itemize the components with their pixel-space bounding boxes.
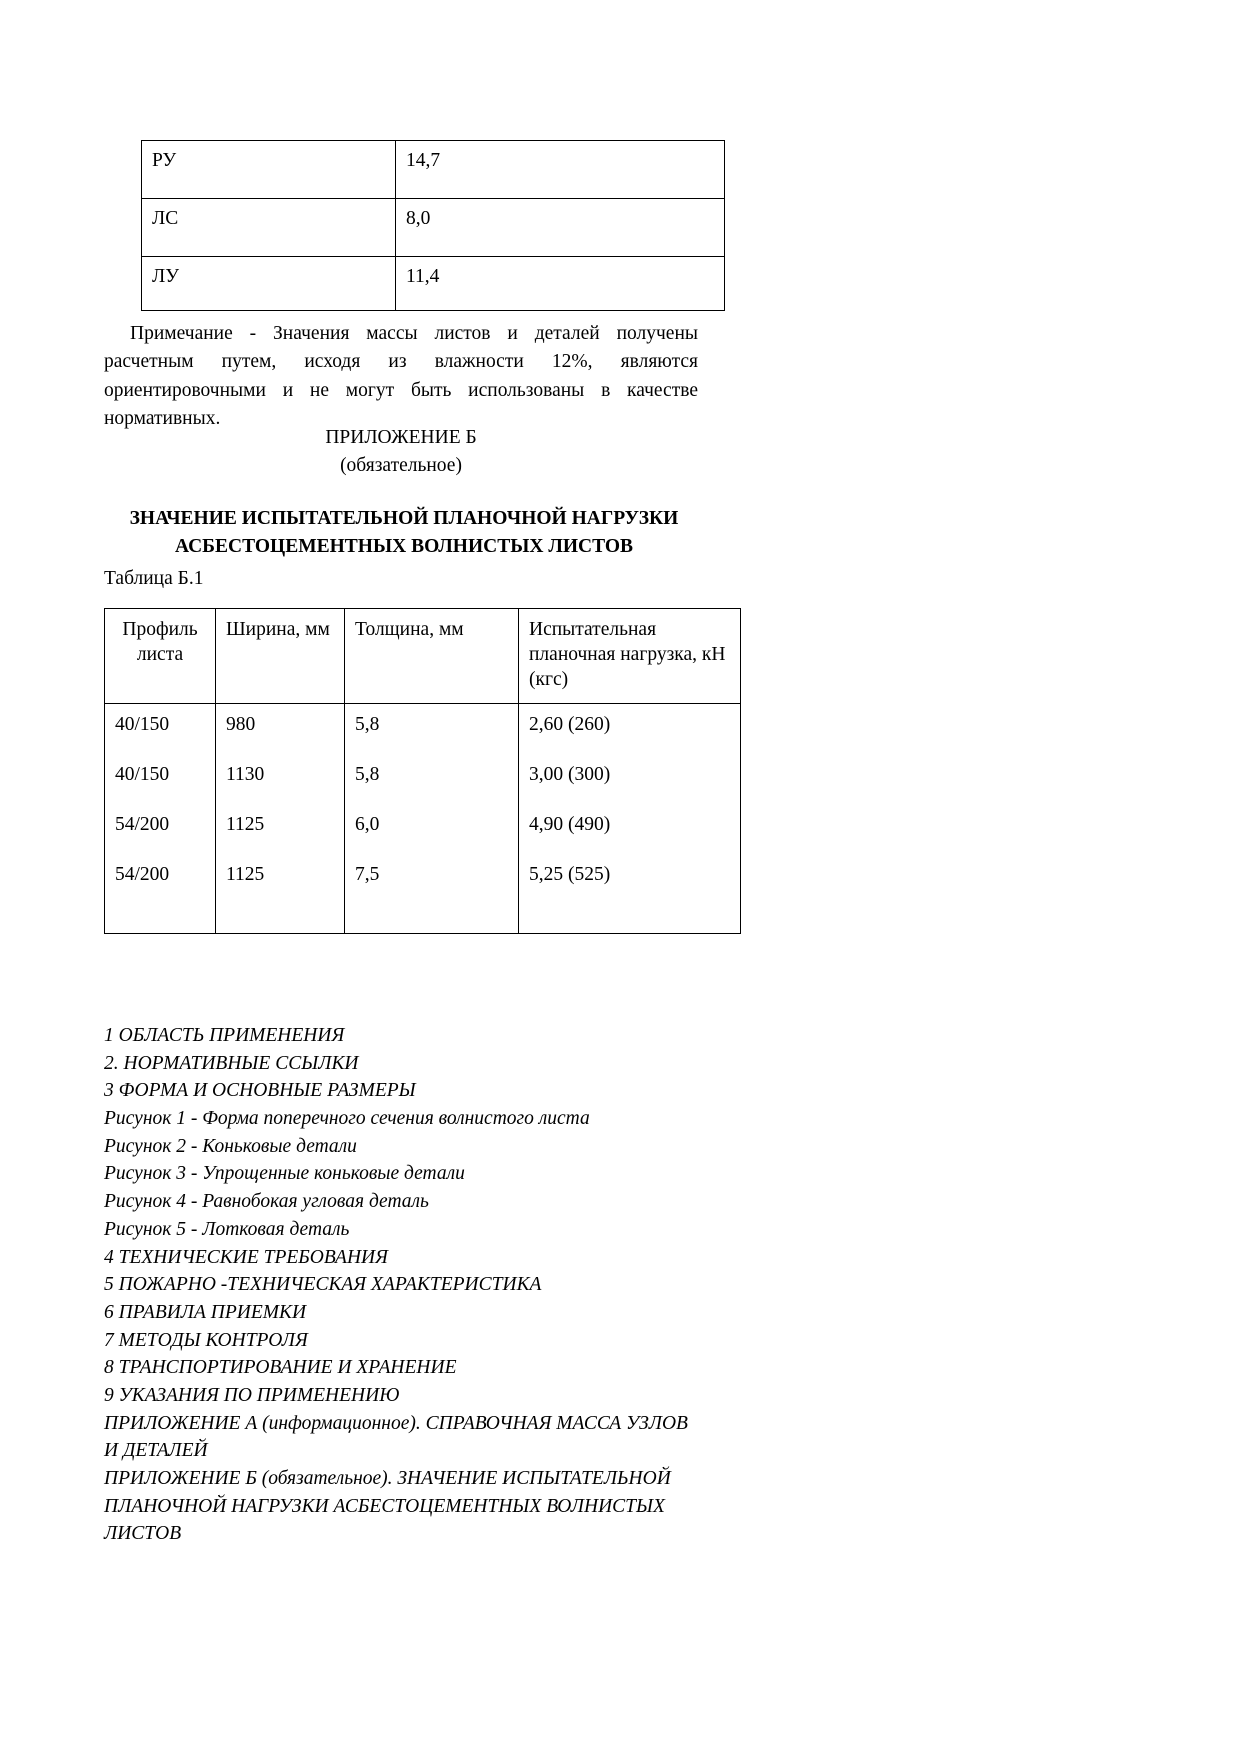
annex-heading-line-1: ЗНАЧЕНИЕ ИСПЫТАТЕЛЬНОЙ ПЛАНОЧНОЙ НАГРУЗКИ — [129, 508, 679, 529]
table-row — [105, 854, 741, 934]
cell-width: 1125 — [216, 854, 345, 934]
contents-entry: 5 ПОЖАРНО -ТЕХНИЧЕСКАЯ ХАРАКТЕРИСТИКА — [104, 1274, 542, 1296]
cell-width: 980 — [216, 704, 345, 755]
contents-entry: Рисунок 3 - Упрощенные коньковые детали — [104, 1163, 465, 1185]
cell-test-load: 3,00 (300) — [519, 754, 741, 804]
table-row — [105, 804, 741, 854]
cell-test-load: 5,25 (525) — [519, 854, 741, 934]
table-note: Примечание - Значения массы листов и деталей получены расчетным путем, исходя из влажности 12%, являются ориентировочными и не могут быть использованы в качестве нормативных. — [104, 322, 698, 430]
column-header-test-load: Испытательная планочная нагрузка, кН (кгс) — [519, 609, 741, 704]
cell-test-load: 2,60 (260) — [519, 704, 741, 755]
contents-entry: 4 ТЕХНИЧЕСКИЕ ТРЕБОВАНИЯ — [104, 1246, 388, 1268]
table-row — [142, 257, 725, 311]
contents-entry: ПРИЛОЖЕНИЕ Б (обязательное). ЗНАЧЕНИЕ ИСПЫТАТЕЛЬНОЙ ПЛАНОЧНОЙ НАГРУЗКИ АСБЕСТОЦЕМЕНТНЫХ ВОЛНИСТЫХ ЛИСТОВ — [104, 1468, 676, 1545]
cell-width: 1125 — [216, 804, 345, 854]
cell-thickness: 5,8 — [345, 704, 519, 755]
contents-entry: 2. НОРМАТИВНЫЕ ССЫЛКИ — [104, 1052, 359, 1074]
cell-width: 1130 — [216, 754, 345, 804]
annex-title-block — [104, 424, 698, 479]
table-b1-caption: Таблица Б.1 — [104, 568, 204, 589]
detail-mass-cell: 8,0 — [396, 199, 725, 257]
contents-entry: Рисунок 5 - Лотковая деталь — [104, 1218, 350, 1240]
table-row — [105, 754, 741, 804]
table-row — [142, 141, 725, 199]
contents-entry: Рисунок 2 - Коньковые детали — [104, 1135, 357, 1157]
contents-entry: 6 ПРАВИЛА ПРИЕМКИ — [104, 1301, 307, 1323]
contents-entry: 1 ОБЛАСТЬ ПРИМЕНЕНИЯ — [104, 1025, 345, 1046]
detail-code-cell: РУ — [142, 141, 396, 199]
cell-profile: 54/200 — [105, 804, 216, 854]
table-row — [142, 199, 725, 257]
document-contents-list — [104, 1022, 704, 1548]
table-body — [142, 141, 725, 311]
cell-thickness: 7,5 — [345, 854, 519, 934]
annex-heading-line-2: АСБЕСТОЦЕМЕНТНЫХ ВОЛНИСТЫХ ЛИСТОВ — [174, 535, 634, 557]
cell-profile: 40/150 — [105, 704, 216, 755]
column-header-width: Ширина, мм — [216, 609, 345, 704]
table-row — [105, 704, 741, 755]
column-header-profile: Профиль листа — [105, 609, 216, 704]
test-load-table — [104, 608, 741, 934]
cell-profile: 40/150 — [105, 754, 216, 804]
contents-entry: 7 МЕТОДЫ КОНТРОЛЯ — [104, 1329, 308, 1351]
contents-entry: 3 ФОРМА И ОСНОВНЫЕ РАЗМЕРЫ — [104, 1080, 416, 1102]
cell-thickness: 6,0 — [345, 804, 519, 854]
cell-profile: 54/200 — [105, 854, 216, 934]
contents-entry: 8 ТРАНСПОРТИРОВАНИЕ И ХРАНЕНИЕ — [104, 1357, 457, 1379]
annex-subtitle: (обязательное) — [340, 454, 462, 476]
detail-code-cell: ЛУ — [142, 257, 396, 311]
annex-title: ПРИЛОЖЕНИЕ Б — [325, 427, 477, 448]
contents-entry: Рисунок 4 - Равнобокая угловая деталь — [104, 1191, 429, 1213]
contents-entry: ПРИЛОЖЕНИЕ А (информационное). СПРАВОЧНАЯ МАССА УЗЛОВ И ДЕТАЛЕЙ — [104, 1412, 693, 1462]
annex-heading-block — [104, 505, 704, 560]
cell-thickness: 5,8 — [345, 754, 519, 804]
mass-values-table-container — [141, 140, 702, 311]
table-header — [105, 609, 741, 704]
detail-mass-cell: 11,4 — [396, 257, 725, 311]
contents-entry: 9 УКАЗАНИЯ ПО ПРИМЕНЕНИЮ — [104, 1384, 400, 1406]
detail-code-cell: ЛС — [142, 199, 396, 257]
detail-mass-cell: 14,7 — [396, 141, 725, 199]
table-body — [105, 704, 741, 934]
column-header-thickness: Толщина, мм — [345, 609, 519, 704]
test-load-table-container — [104, 608, 726, 934]
cell-test-load: 4,90 (490) — [519, 804, 741, 854]
contents-entry: Рисунок 1 - Форма поперечного сечения волнистого листа — [104, 1108, 590, 1130]
table-header-row — [105, 609, 741, 704]
mass-values-table — [141, 140, 725, 311]
